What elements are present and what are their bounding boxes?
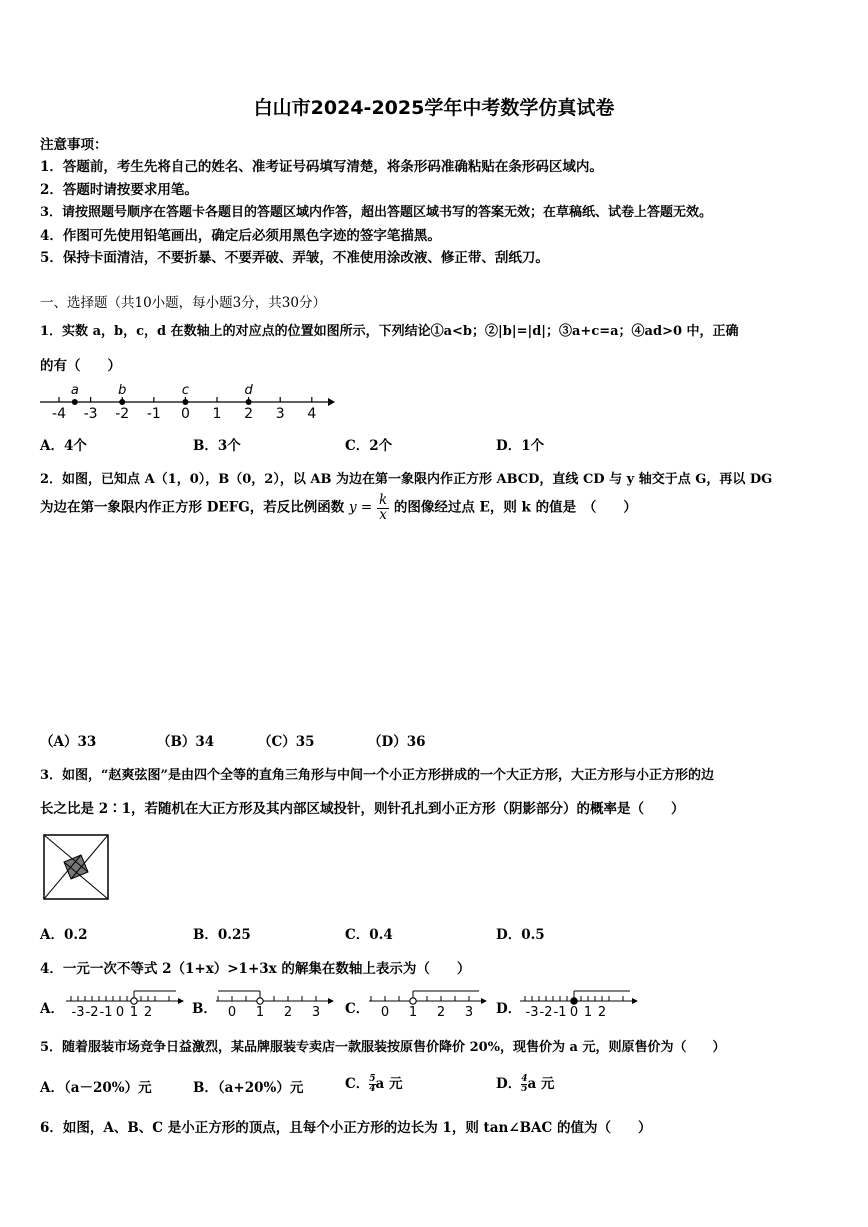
axis-tick-label: 0 [569,1005,579,1019]
q2-option-c[interactable]: （C）35 [258,734,315,750]
axis-tick-label: 3 [464,1005,474,1019]
fraction-numerator: 5 [369,1074,376,1084]
q1-option-b[interactable]: B．3个 [193,438,241,454]
q1-option-d[interactable]: D．1个 [496,438,545,454]
q3-stem-cont: 长之比是 2∶1，若随机在大正方形及其内部区域投针，则针孔扎到小正方形（阴影部分）的概率是（ ） [40,801,685,817]
axis-tick-label: 1 [129,1005,139,1019]
axis-arrow [632,998,638,1004]
q2-stem-part: 为边在第一象限内作正方形 DEFG，若反比例函数 [40,499,345,516]
point-b [119,399,125,405]
q3-option-d[interactable]: D．0.5 [496,927,545,943]
q5-option-d[interactable] [496,1072,554,1094]
q1-number-line [38,376,338,424]
page-title: 白山市2024-2025学年中考数学仿真试卷 [253,97,615,119]
axis-arrow [328,398,335,406]
q2-function-fraction [377,494,389,522]
axis-tick-label: 3 [275,406,285,422]
fraction-numerator: 4 [521,1074,528,1084]
q5-option-c[interactable] [345,1072,402,1094]
q3-option-b[interactable]: B．0.25 [193,927,251,943]
notice-item: 2．答题时请按要求用笔。 [40,182,198,198]
axis-tick-label: 1 [408,1005,418,1019]
q2-option-a[interactable]: （A）33 [40,734,97,750]
notice-item: 1．答题前，考生先将自己的姓名、准考证号码填写清楚，将条形码准确粘贴在条形码区域内。 [40,159,603,175]
q2-fn-numerator: k [378,492,388,508]
fraction-denominator: 4 [369,1084,376,1094]
closed-endpoint [571,998,577,1004]
q3-option-a[interactable]: A．0.2 [40,927,88,943]
axis-tick-label: -3 [71,1005,85,1019]
q2-option-d[interactable]: （D）36 [368,734,426,750]
axis-tick-label: 0 [115,1005,125,1019]
axis-arrow [178,998,184,1004]
point-label-c: c [181,383,189,398]
q5-option-b[interactable]: B．（a+20%）元 [193,1080,304,1096]
q4-stem: 4．一元一次不等式 2（1+x）>1+3x 的解集在数轴上表示为（ ） [40,961,471,977]
q2-function-lhs: y = [349,499,373,516]
q1-option-c[interactable]: C．2个 [345,438,393,454]
axis-tick-label: 2 [436,1005,446,1019]
open-endpoint [131,998,137,1004]
q5-option-c-text: a 元 [375,1076,403,1092]
q4-option-d-label[interactable]: D． [496,1001,522,1017]
axis-tick-label: -1 [99,1005,113,1019]
axis-tick-label: -2 [115,406,130,422]
notice-item: 5．保持卡面清洁，不要折暴、不要弄破、弄皱，不准使用涂改液、修正带、刮纸刀。 [40,250,549,266]
q5-stem: 5．随着服装市场竞争日益激烈，某品牌服装专卖店一款服装按原售价降价 20%，现售价为 a 元，则原售价为（ ） [40,1040,726,1055]
q4-option-a-label[interactable]: A． [40,1001,64,1017]
q2-stem: 2．如图，已知点 A（1，0），B（0，2），以 AB 为边在第一象限内作正方形 ABCD，直线 CD 与 y 轴交于点 G，再以 DG [40,472,773,487]
axis-arrow [328,998,334,1004]
axis-tick-label: -2 [539,1005,553,1019]
q6-stem: 6．如图，A、B、C 是小正方形的顶点，且每个小正方形的边长为 1，则 tan∠BAC 的值为（ ） [40,1120,652,1136]
axis-tick-label: -1 [553,1005,567,1019]
axis-tick-label: 1 [583,1005,593,1019]
q2-stem-part: 的图像经过点 E，则 k 的值是 （ ） [393,499,637,516]
open-endpoint [257,998,263,1004]
axis-tick-label: -2 [85,1005,99,1019]
notice-item: 4．作图可先使用铅笔画出，确定后必须用黑色字迹的签字笔描黑。 [40,228,441,244]
axis-tick-label: 4 [307,406,317,422]
axis-tick-label: 2 [244,406,254,422]
axis-tick-label: 0 [227,1005,237,1019]
q4-option-d-number-line[interactable] [518,985,642,1019]
q3-option-c[interactable]: C．0.4 [345,927,393,943]
q5-option-d-text: a 元 [527,1076,555,1092]
axis-arrow [481,998,487,1004]
axis-tick-label: -4 [52,406,66,422]
q4-option-b-label[interactable]: B． [192,1001,217,1017]
axis-tick-label: -1 [146,406,161,422]
axis-tick-label: 2 [597,1005,607,1019]
point-c [182,399,188,405]
q5-option-a[interactable]: A．（a－20%）元 [40,1080,152,1096]
q1-option-a[interactable]: A．4个 [40,438,87,454]
q3-stem: 3．如图，“赵爽弦图”是由四个全等的直角三角形与中间一个小正方形拼成的一个大正方形，大正方形与小正方形的边 [40,768,715,783]
q5-option-c-label: C． [345,1076,370,1092]
q4-option-c-number-line[interactable] [367,985,491,1019]
axis-tick-label: 1 [255,1005,265,1019]
point-a [72,399,78,405]
q1-stem: 1．实数 a，b，c，d 在数轴上的对应点的位置如图所示，下列结论①a<b；②|b|=|d|；③a+c=a；④ad>0 中，正确 [40,324,739,339]
axis-tick-label: -3 [525,1005,539,1019]
open-endpoint [410,998,416,1004]
point-label-a: a [70,383,79,398]
axis-tick-label: -3 [83,406,98,422]
axis-tick-label: 2 [283,1005,293,1019]
q4-option-b-number-line[interactable] [214,985,338,1019]
zhaoshuang-diagram [43,834,111,902]
notice-item: 3．请按照题号顺序在答题卡各题目的答题区域内作答，超出答题区域书写的答案无效；在草稿纸、试卷上答题无效。 [40,205,713,220]
section-heading: 一、选择题（共10小题，每小题3分，共30分） [40,295,326,311]
q2-option-b[interactable]: （B）34 [157,734,215,750]
axis-tick-label: 2 [143,1005,153,1019]
point-label-d: d [244,383,253,398]
q4-option-a-number-line[interactable] [64,985,188,1019]
q5-option-d-label: D． [496,1076,522,1092]
q2-fn-denominator: x [379,506,387,523]
q1-stem-cont: 的有（ ） [40,358,121,374]
q4-option-c-label[interactable]: C． [345,1001,370,1017]
axis-tick-label: 0 [380,1005,390,1019]
axis-tick-label: 1 [212,406,222,422]
point-label-b: b [118,383,127,398]
axis-tick-label: 0 [180,406,190,422]
notice-heading: 注意事项： [40,137,108,153]
axis-tick-label: 3 [311,1005,321,1019]
point-d [246,399,252,405]
fraction-denominator: 5 [521,1084,528,1094]
q2-stem-cont [40,494,637,522]
